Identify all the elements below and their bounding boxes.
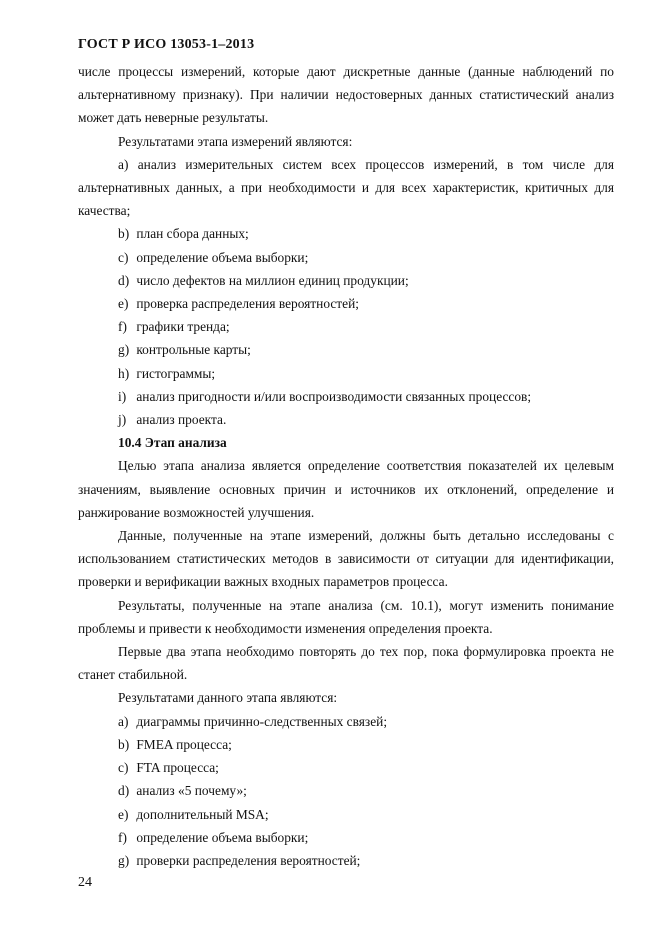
page-number: 24 (78, 875, 92, 890)
list-marker: b) (118, 736, 130, 752)
list-marker: j) (118, 412, 127, 428)
list-text: FMEA процесса; (136, 736, 232, 752)
list-item (78, 803, 614, 826)
list-marker: g) (118, 852, 130, 868)
list-text: определение объема выборки; (136, 829, 309, 845)
paragraph-analysis-goal: Целью этапа анализа является определение соответствия показателей их целевым значениям, выявление основных причин и источников их отклонений, определение и ранжирование возможностей улучшения. (78, 458, 614, 520)
list-text: гистограммы; (136, 365, 216, 381)
document-header: ГОСТ Р ИСО 13053-1–2013 (78, 37, 255, 52)
list-text: контрольные карты; (136, 342, 251, 358)
list-text: дополнительный MSA; (136, 806, 269, 822)
list-item (78, 222, 614, 245)
list-text: диаграммы причинно-следственных связей; (136, 713, 388, 729)
list-item (78, 362, 614, 385)
list-marker: h) (118, 365, 130, 381)
list-text: анализ пригодности и/или воспроизводимости связанных процессов; (136, 388, 532, 404)
document-body (78, 60, 614, 872)
list-item (78, 246, 614, 269)
paragraph-repeat-stages: Первые два этапа необходимо повторять до тех пор, пока формулировка проекта не станет стабильной. (78, 644, 614, 683)
list-item (78, 338, 614, 361)
list-item (78, 826, 614, 849)
list-text: графики тренда; (136, 319, 230, 335)
list-item (78, 710, 614, 733)
list-item (78, 385, 614, 408)
list-marker: g) (118, 342, 130, 358)
list-marker: i) (118, 388, 127, 404)
list-marker: e) (118, 806, 129, 822)
list-item (78, 849, 614, 872)
section-heading: 10.4 Этап анализа (118, 435, 227, 451)
paragraph-stage-results-intro: Результатами данного этапа являются: (118, 690, 338, 706)
paragraph-continuation: числе процессы измерений, которые дают дискретные данные (данные наблюдений по альтернативному признаку). При наличии недостоверных данных статистический анализ может дать неверные результаты. (78, 64, 614, 126)
list-item (78, 153, 614, 223)
list-marker: a) (118, 156, 129, 172)
list-text: анализ проекта. (136, 412, 227, 428)
list-marker: f) (118, 319, 127, 335)
list-item (78, 756, 614, 779)
list-text: анализ измерительных систем всех процессов измерений, в том числе для альтернативных данных, а при необходимости и для всех характеристик, критичных для качества; (78, 156, 614, 219)
list-text: число дефектов на миллион единиц продукции; (136, 272, 409, 288)
list-text: анализ «5 почему»; (136, 783, 247, 799)
list-marker: d) (118, 272, 130, 288)
list-text: проверка распределения вероятностей; (136, 296, 359, 312)
list-marker: c) (118, 760, 129, 776)
list-item (78, 269, 614, 292)
paragraph-results-change: Результаты, полученные на этапе анализа (см. 10.1), могут изменить понимание проблемы и привести к необходимости изменения определения проекта. (78, 597, 614, 636)
list-text: проверки распределения вероятностей; (136, 852, 361, 868)
list-item (78, 408, 614, 431)
list-marker: d) (118, 783, 130, 799)
list-marker: c) (118, 249, 129, 265)
list-marker: e) (118, 296, 129, 312)
paragraph-data-study: Данные, полученные на этапе измерений, должны быть детально исследованы с использованием статистических методов в зависимости от ситуации для идентификации, проверки и верификации важных входных параметров процесса. (78, 528, 614, 590)
list-text: определение объема выборки; (136, 249, 309, 265)
list-item (78, 292, 614, 315)
list-item (78, 733, 614, 756)
list-item (78, 315, 614, 338)
list-text: FTA процесса; (136, 760, 219, 776)
list-marker: f) (118, 829, 127, 845)
paragraph-measure-results-intro: Результатами этапа измерений являются: (118, 133, 353, 149)
list-item (78, 779, 614, 802)
list-text: план сбора данных; (136, 226, 249, 242)
list-marker: b) (118, 226, 130, 242)
list-marker: a) (118, 713, 129, 729)
